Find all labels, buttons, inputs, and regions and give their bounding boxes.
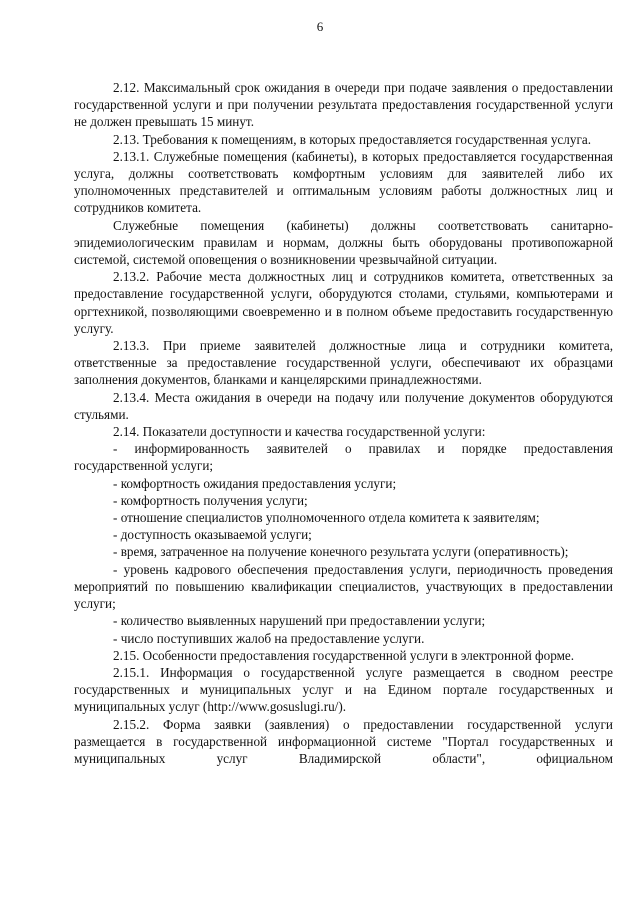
- paragraph-2-14: 2.14. Показатели доступности и качества государственной услуги:: [113, 424, 486, 440]
- paragraph-2-13-2: 2.13.2. Рабочие места должностных лиц и сотрудников комитета, ответственных за предоставление государственной услуги, оборудуются столами, стульями, компьютерами и оргтехникой, позволяющими своевременно и в полном объеме предоставить государственную услугу.: [74, 269, 613, 336]
- paragraph-2-15: 2.15. Особенности предоставления государственной услуги в электронной форме.: [113, 647, 575, 663]
- paragraph-2-13-4: 2.13.4. Места ожидания в очереди на подачу или получение документов оборудуются стульями.: [74, 389, 613, 422]
- list-item-informedness: - информированность заявителей о правилах и порядке предоставления государственной услуги;: [74, 441, 613, 474]
- paragraph-2-15-1: 2.15.1. Информация о государственной услуге размещается в сводном реестре государственных и муниципальных услуг и на Едином портале государственных и муниципальных услуг (http://www.gosuslugi.ru/).: [74, 664, 613, 715]
- list-item-violations-count: - количество выявленных нарушений при предоставлении услуги;: [113, 613, 486, 629]
- paragraph-2-13-3: 2.13.3. При приеме заявителей должностные лица и сотрудники комитета, ответственные за предоставление государственной услуги, обеспечивают их образцами заполнения документов, бланками и канцелярскими принадлежностями.: [74, 338, 613, 388]
- list-item-accessibility: - доступность оказываемой услуги;: [113, 527, 312, 543]
- paragraph-2-13: 2.13. Требования к помещениям, в которых предоставляется государственная услуга.: [113, 131, 592, 147]
- list-item-receiving-comfort: - комфортность получения услуги;: [113, 492, 308, 508]
- list-item-specialists-attitude: - отношение специалистов уполномоченного отдела комитета к заявителям;: [113, 510, 540, 526]
- paragraph-2-15-2: 2.15.2. Форма заявки (заявления) о предоставлении государственной услуги размещается в государственной информационной системе "Портал государственных и муниципальных услуг Владимирской области", официальном: [74, 716, 613, 766]
- paragraph-sanitary-requirements: Служебные помещения (кабинеты) должны соответствовать санитарно-эпидемиологическим правилам и нормам, должны быть оборудованы противопожарной системой, системой оповещения о возникновении чрезвычайной ситуации.: [74, 217, 613, 268]
- list-item-waiting-comfort: - комфортность ожидания предоставления услуги;: [113, 475, 397, 491]
- list-item-time-spent: - время, затраченное на получение конечного результата услуги (оперативность);: [113, 544, 569, 560]
- list-item-complaints-count: - число поступивших жалоб на предоставление услуги.: [113, 630, 425, 646]
- paragraph-2-13-1: 2.13.1. Служебные помещения (кабинеты), в которых предоставляется государственная услуга, должны соответствовать комфортным условиям для заявителей либо их уполномоченных представителей и оптимальным условиям работы должностных лиц и сотрудников комитета.: [74, 148, 613, 216]
- list-item-staffing-level: - уровень кадрового обеспечения предоставления услуги, периодичность проведения мероприятий по повышению квалификации специалистов, участвующих в предоставлении услуги;: [74, 561, 613, 612]
- document-body: [74, 79, 613, 767]
- page-number: 6: [316, 19, 324, 34]
- paragraph-2-12: 2.12. Максимальный срок ожидания в очереди при подаче заявления о предоставлении государственной услуги и при получении результата предоставления государственной услуги не должен превышать 15 минут.: [74, 80, 613, 130]
